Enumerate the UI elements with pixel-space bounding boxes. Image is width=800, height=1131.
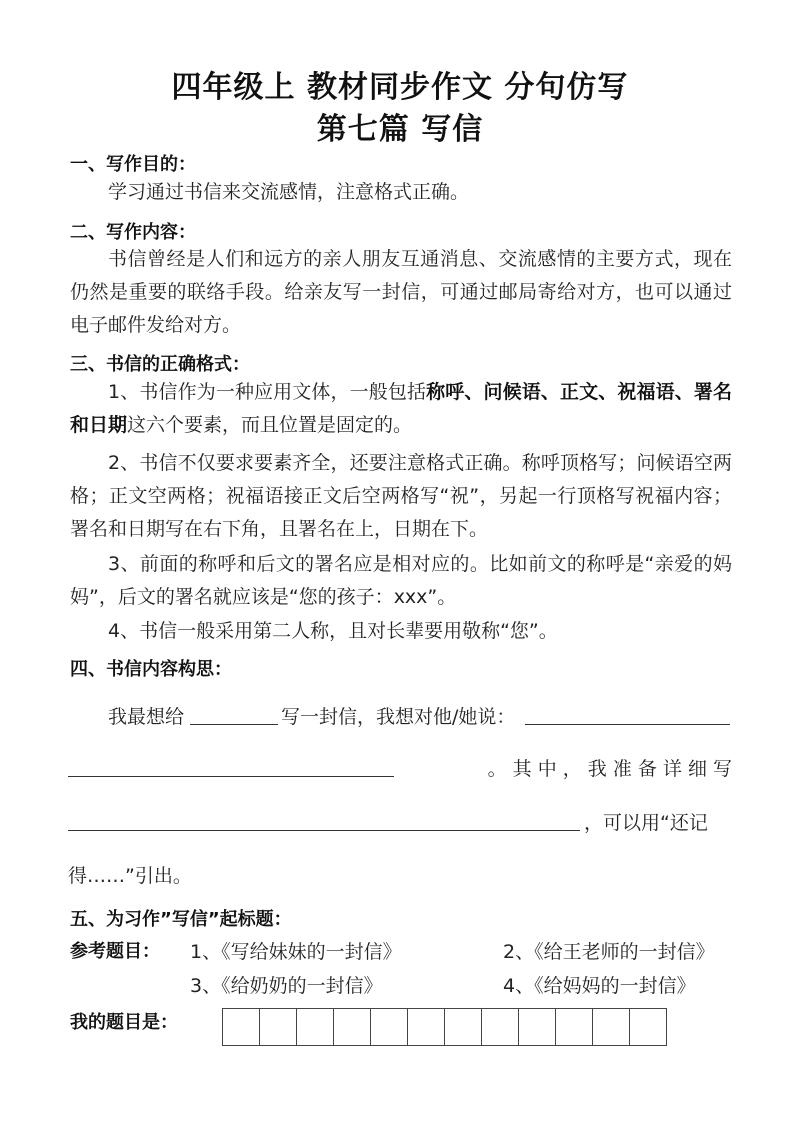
p1-text-a: 1、书信作为一种应用文体，一般包括 [108,381,427,403]
section2-text: 书信曾经是人们和远方的亲人朋友互通消息、交流感情的主要方式，现在仍然是重要的联络手段。给亲友写一封信，可通过邮局寄给对方，也可以通过电子邮件发给对方。 [70,248,732,336]
fill-text-a: 我最想给 [108,706,185,728]
grid-cell[interactable] [482,1008,519,1046]
reference-label: 参考题目： [70,941,160,962]
message-blank-1[interactable] [525,724,730,725]
section3-paragraph-1 [70,376,732,442]
section3-heading: 三、书信的正确格式： [70,354,250,375]
grid-cell[interactable] [371,1008,408,1046]
fill-text-b: 写一封信，我想对他/她说： [281,706,516,728]
section4-heading: 四、书信内容构思： [70,659,232,680]
section3-paragraph-4: 4、书信一般采用第二人称，且对长辈要用敬称“您”。 [108,620,558,642]
reference-title-4: 4、《给妈妈的一封信》 [503,975,696,997]
grid-cell[interactable] [408,1008,445,1046]
grid-cell[interactable] [630,1008,667,1046]
grid-cell[interactable] [593,1008,630,1046]
grid-cell[interactable] [223,1008,260,1046]
title-writing-grid[interactable] [222,1008,667,1046]
grid-cell[interactable] [334,1008,371,1046]
recipient-blank[interactable] [190,724,278,725]
section1-text: 学习通过书信来交流感情，注意格式正确。 [108,181,470,203]
section3-paragraph-3: 3、前面的称呼和后文的署名应是相对应的。比如前文的称呼是“亲爱的妈妈”，后文的署名就应该是“您的孩子：xxx”。 [70,553,732,608]
section2-heading: 二、写作内容： [70,222,196,243]
my-title-label: 我的题目是： [70,1012,178,1033]
grid-cell[interactable] [297,1008,334,1046]
section3-paragraph-2: 2、书信不仅要求要素齐全，还要注意格式正确。称呼顶格写；问候语空两格；正文空两格；祝福语接正文后空两格写“祝”，另起一行顶格写祝福内容；署名和日期写在右下角，且署名在上，日期在下。 [70,452,732,540]
p1-text-b: 这六个要素，而且位置是固定的。 [127,414,413,436]
reference-title-2: 2、《给王老师的一封信》 [503,941,715,963]
grid-cell[interactable] [445,1008,482,1046]
grid-cell[interactable] [556,1008,593,1046]
fill-text-e: 得……”引出。 [68,865,192,887]
section5-heading: 五、为习作”写信”起标题： [70,909,292,930]
page-subtitle: 第七篇 写信 [316,112,484,147]
detail-blank[interactable] [68,830,580,831]
section1-heading: 一、写作目的： [70,154,196,175]
p1-bold-elements: 称呼、问候语、正文、祝福语、署名和日期 [70,381,732,436]
reference-title-3: 3、《给奶奶的一封信》 [190,975,383,997]
fill-text-d: ，可以用“还记 [584,812,708,834]
page-title: 四年级上 教材同步作文 分句仿写 [171,70,629,105]
grid-cell[interactable] [519,1008,556,1046]
message-blank-2[interactable] [68,776,394,777]
grid-cell[interactable] [260,1008,297,1046]
fill-text-c: 。 其 中 ， 我 准 备 详 细 写 [487,758,732,780]
reference-title-1: 1、《写给妹妹的一封信》 [190,941,402,963]
